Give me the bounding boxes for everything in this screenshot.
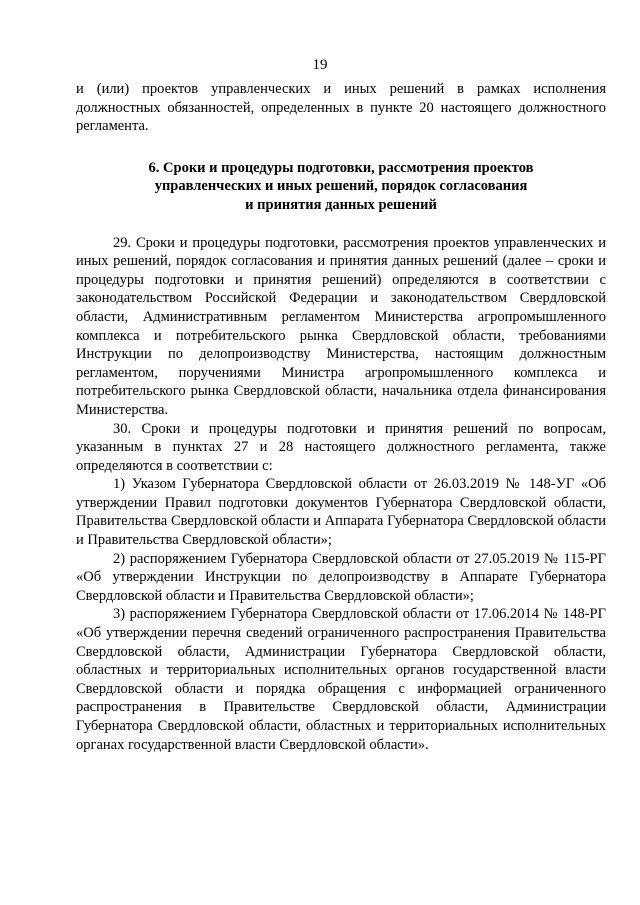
list-item-3: 3) распоряжением Губернатора Свердловской области от 17.06.2014 № 148-РГ «Об утверждении перечня сведений ограниченного распространения Правительства Свердловской области, Администрации Губернатора Свердловской области, областных и территориальных исполнительных органов государственной власти Свердловской области и порядка обращения с информацией ограниченного распространения в Правительстве Свердловской области, Администрации Губернатора Свердловской области, областных и территориальных исполнительных органах государственной власти Свердловской области». <box>76 606 606 753</box>
list-item-2: 2) распоряжением Губернатора Свердловской области от 27.05.2019 № 115-РГ «Об утверждении Инструкции по делопроизводству в Аппарате Губернатора Свердловской области и Правительства Свердловской области»; <box>76 550 606 604</box>
section-title-line-1: 6. Сроки и процедуры подготовки, рассмотрения проектов <box>148 159 534 176</box>
intro-paragraph: и (или) проектов управленческих и иных решений в рамках исполнения должностных обязанностей, определенных в пункте 20 настоящего должностного регламента. <box>76 81 606 135</box>
section-title-line-3: и принятия данных решений <box>245 196 437 213</box>
page-number: 19 <box>312 57 328 73</box>
paragraph-29: 29. Сроки и процедуры подготовки, рассмотрения проектов управленческих и иных решений, порядок согласования и принятия данных решений (далее – сроки и процедуры подготовки и принятия решений) определяются в соответствии с законодательством Российской Федерации и законодательством Свердловской области, Административным регламентом Министерства агропромышленного комплекса и потребительского рынка Свердловской области, требованиями Инструкции по делопроизводству Министерства, настоящим должностным регламентом, поручениями Министра агропромышленного комплекса и потребительского рынка Свердловской области, начальника отдела финансирования Министерства. <box>76 234 606 418</box>
list-item-1: 1) Указом Губернатора Свердловской области от 26.03.2019 № 148-УГ «Об утверждении Правил подготовки документов Губернатора Свердловской области, Правительства Свердловской области и Аппарата Губернатора Свердловской области и Правительства Свердловской области»; <box>76 476 606 549</box>
section-title-line-2: управленческих и иных решений, порядок согласования <box>154 178 528 195</box>
paragraph-30: 30. Сроки и процедуры подготовки и принятия решений по вопросам, указанным в пунктах 27 и 28 настоящего должностного регламента, также определяются в соответствии с: <box>76 420 606 474</box>
section-heading <box>76 159 606 215</box>
document-body <box>76 80 606 754</box>
